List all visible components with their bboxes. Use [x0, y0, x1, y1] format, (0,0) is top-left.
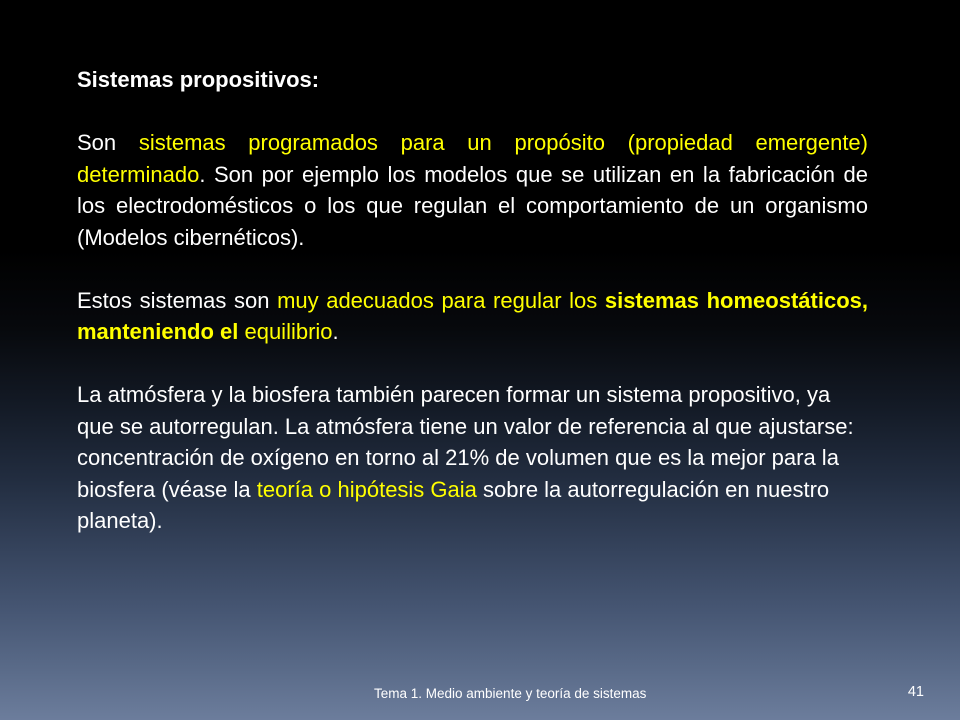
spacer: [77, 348, 868, 380]
slide-heading: Sistemas propositivos:: [77, 67, 320, 92]
highlighted-text: teoría o hipótesis Gaia: [256, 476, 477, 502]
paragraph-text: Estos sistemas son: [77, 287, 278, 313]
highlighted-text: sistemas programados para un propósito (propiedad emergente) determinado: [77, 130, 868, 187]
page-number: 41: [907, 684, 924, 700]
paragraph-definition: [77, 127, 868, 253]
slide-footer: Tema 1. Medio ambiente y teoría de sistemas: [374, 686, 647, 701]
paragraph-text: La atmósfera y la biosfera también parecen formar un sistema propositivo, ya que se autorregulan. La atmósfera tiene un valor de referencia al que ajustarse: concentración de oxígeno en torno al 21% de volumen que es la mejor para la biosfera (véase la: [77, 382, 854, 502]
paragraph-homeostasis: [77, 285, 868, 348]
highlighted-text: muy adecuados para regular los: [277, 287, 605, 313]
paragraph-text: Son: [77, 130, 139, 155]
paragraph-text: sobre la autorregulación en nuestro planeta).: [77, 476, 830, 533]
spacer: [77, 253, 868, 285]
paragraph-gaia: [77, 379, 868, 537]
paragraph-text: . Son por ejemplo los modelos que se utilizan en la fabricación de los electrodomésticos o los que regulan el comportamiento de un organismo (Modelos cibernéticos).: [77, 161, 868, 250]
highlighted-text: equilibrio: [238, 319, 333, 344]
paragraph-text: .: [332, 319, 339, 344]
spacer: [77, 96, 868, 128]
slide-content: [77, 64, 868, 537]
highlighted-bold-text: sistemas homeostáticos, manteniendo el: [77, 287, 868, 344]
